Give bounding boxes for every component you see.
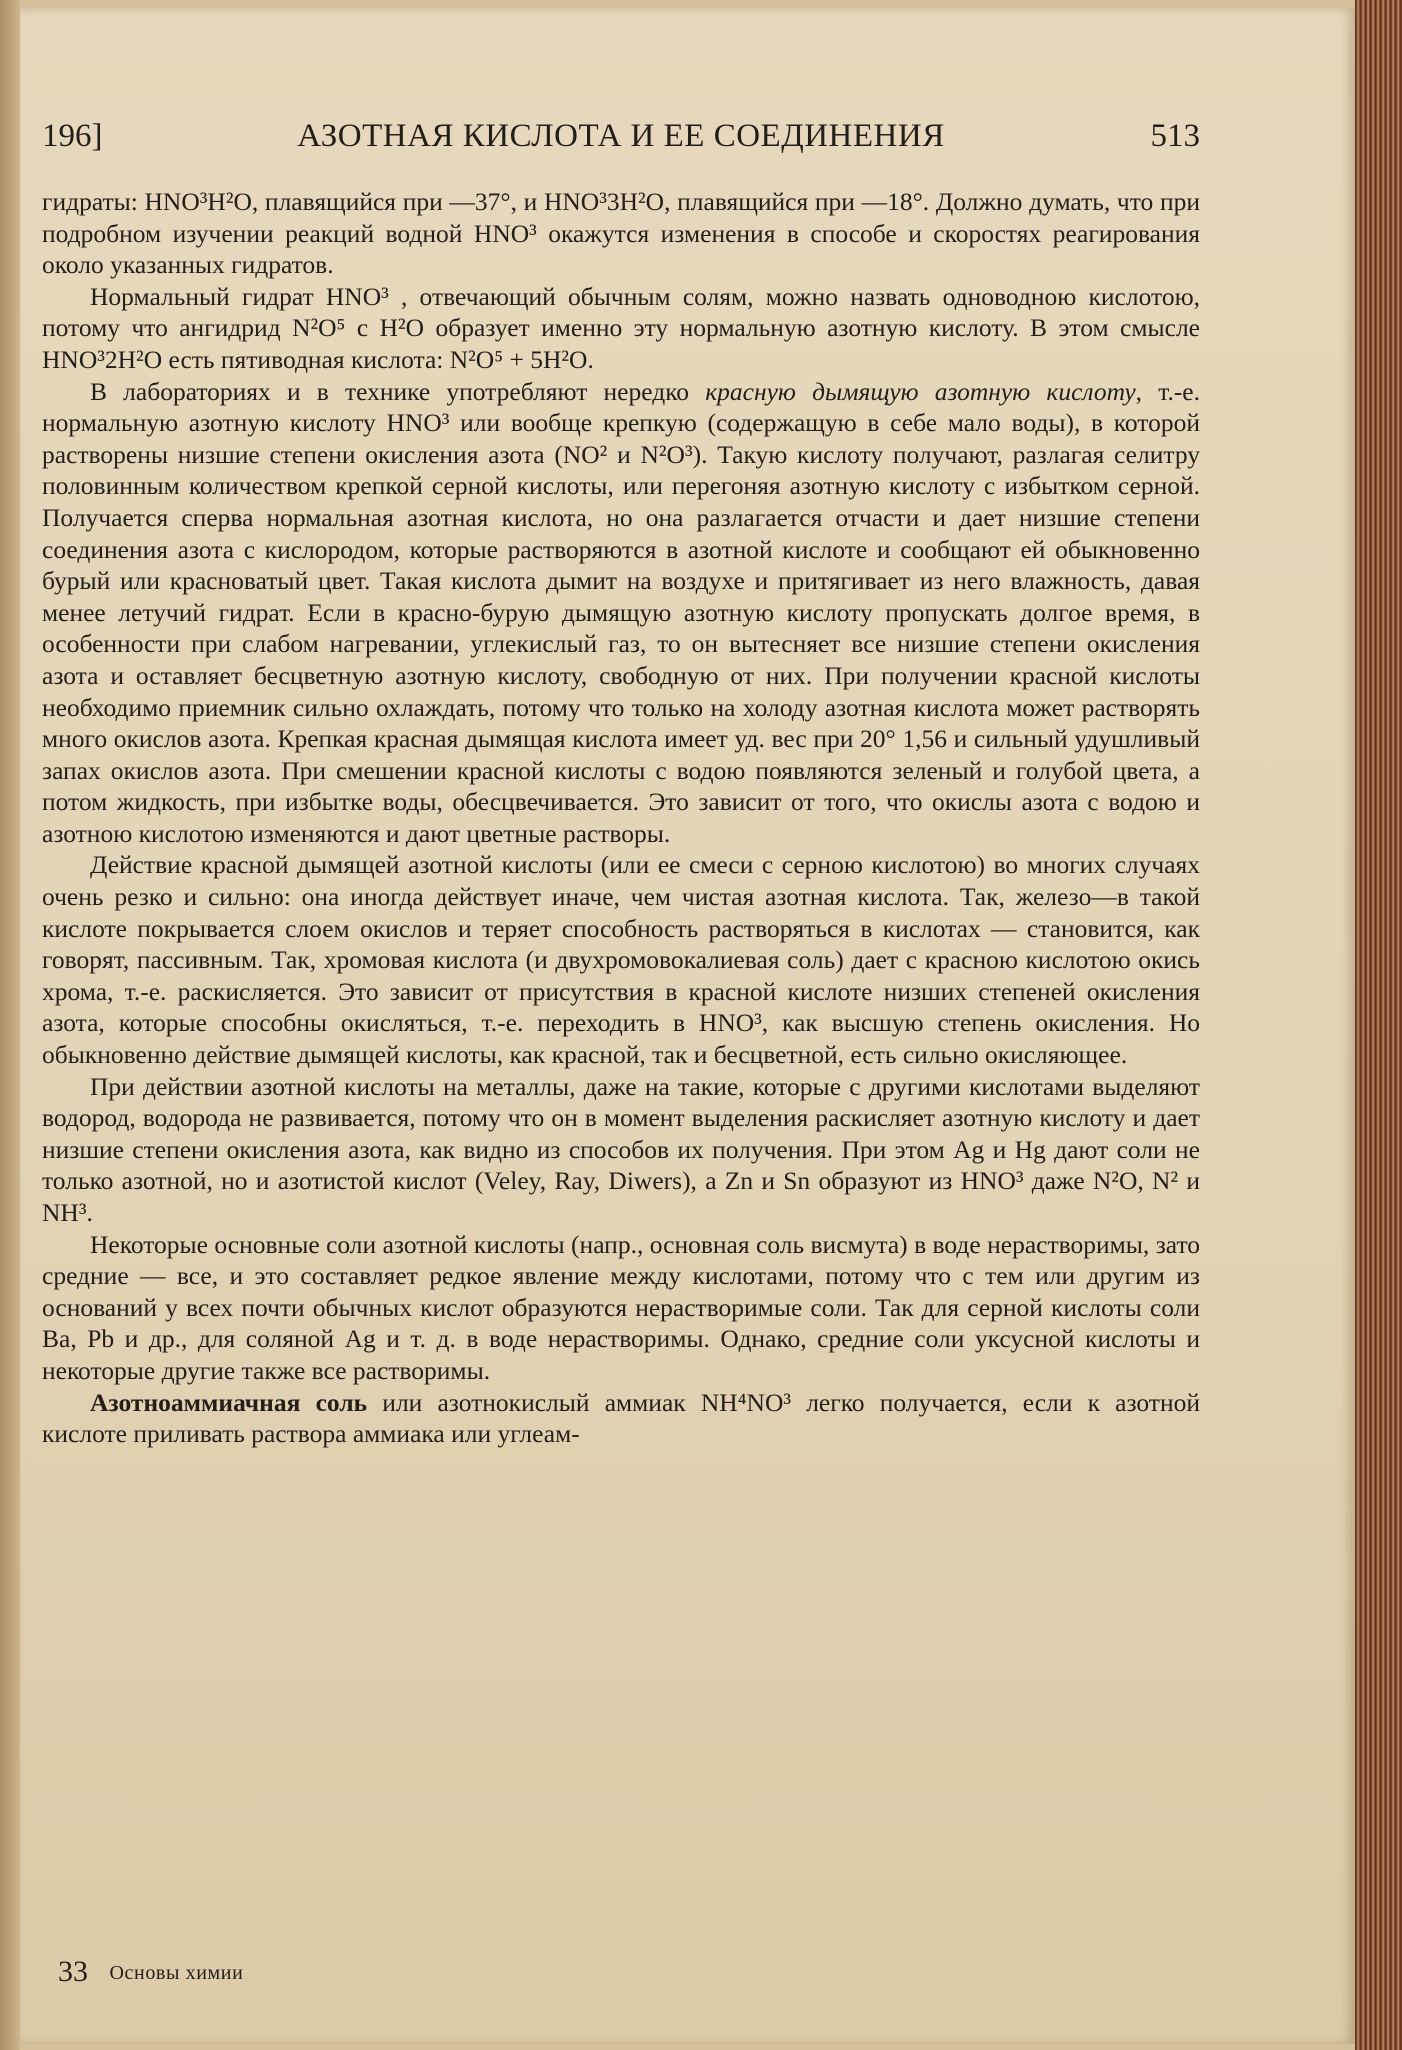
paragraph-basic-salts: Некоторые основные соли азотной кислоты (напр., основная соль висмута) в воде нерастворимы, зато средние — все, и это составляет редкое явление между кислотами, потому что с тем или другим из оснований у всех почти обычных кислот образуются нерастворимые соли. Так для серной кислоты соли Ba, Pb и др., для соляной Ag и т. д. в воде нерастворимы. Однако, средние соли уксусной кислоты и некоторые другие также все растворимы. <box>42 1229 1200 1385</box>
binding-gutter <box>0 0 20 2050</box>
paragraph-action-of-red-acid: Действие красной дымящей азотной кислоты (или ее смеси с серною кислотою) во многих случаях очень резко и сильно: она иногда действует иначе, чем чистая азотная кислота. Так, железо—в такой кислоте покрывается слоем окислов и теряет способность растворяться в кислотах — становится, как говорят, пассивным. Так, хромовая кислота (и двухромовокалиевая соль) дает с красною кислотою окись хрома, т.-е. раскисляется. Это зависит от присутствия в красной кислоте низших степеней окисления азота, которые способны окисляться, т.-е. переходить в HNO³, как высшую степень окисления. Но обыкновенно действие дымящей кислоты, как красной, так и бесцветной, есть сильно окисляющее. <box>42 850 1200 1070</box>
page-edges <box>1355 0 1402 2050</box>
bold-term: Азотноаммиачная соль <box>90 1387 368 1417</box>
page-number: 513 <box>1150 118 1200 154</box>
paragraph-action-on-metals: При действии азотной кислоты на металлы, даже на такие, которые с другими кислотами выделяют водород, водорода не развивается, потому что он в момент выделения раскисляет азотную кислоту и дает низшие степени окисления азота, как видно из способов их получения. При этом Ag и Hg дают соли не только азотной, но и азотистой кислот (Veley, Ray, Diwers), а Zn и Sn образуют из HNO³ даже N²O, N² и NH³. <box>42 1071 1200 1227</box>
running-head <box>42 112 1200 160</box>
emphasized-term: красную дымящую азотную кислоту <box>705 376 1136 406</box>
paragraph-normal-hydrate: Нормальный гидрат HNO³ , отвечающий обычным солям, можно назвать одноводною кислотою, потому что ангидрид N²O⁵ с H²O образует именно эту нормальную азотную кислоту. В этом смысле HNO³2H²O есть пятиводная кислота: N²O⁵ + 5H²O. <box>42 281 1200 374</box>
section-number: 196] <box>42 118 103 154</box>
paragraph-red-fuming-acid: В лабораториях и в технике употребляют нередко красную дымящую азотную кислоту, т.-е. нормальную азотную кислоту HNO³ или вообще крепкую (содержащую в себе мало воды), в которой растворены низшие степени окисления азота (NO² и N²O³). Такую кислоту получают, разлагая селитру половинным количеством крепкой серной кислоты, или перегоняя азотную кислоту с избытком серной. Получается сперва нормальная азотная кислота, но она разлагается отчасти и дает низшие степени соединения азота с кислородом, которые растворяются в азотной кислоте и сообщают ей обыкновенно бурый или красноватый цвет. Такая кислота дымит на воздухе и притягивает из него влажность, давая менее летучий гидрат. Если в красно-бурую дымящую азотную кислоту пропускать долгое время, в особенности при слабом нагревании, углекислый газ, то он вытесняет все низшие степени окисления азота и оставляет бесцветную азотную кислоту, свободную от них. При получении красной кислоты необходимо приемник сильно охлаждать, потому что только на холоду азотная кислота может растворять много окислов азота. Крепкая красная дымящая кислота имеет уд. вес при 20° 1,56 и сильный удушливый запах окислов азота. При смешении красной кислоты с водою появляются зеленый и голубой цвета, а потом жидкость, при избытке воды, обесцвечивается. Это зависит от того, что окислы азота с водою и азотною кислотою изменяются и дают цветные растворы. <box>42 376 1200 848</box>
paragraph-ammonium-nitrate: Азотноаммиачная соль или азотнокислый аммиак NH⁴NO³ легко получается, если к азотной кислоте приливать раствора аммиака или углеам- <box>42 1387 1200 1449</box>
chapter-title: АЗОТНАЯ КИСЛОТА И ЕЕ СОЕДИНЕНИЯ <box>297 118 945 154</box>
signature-number: 33 <box>58 1955 88 1988</box>
paragraph-hydrates: гидраты: HNO³H²O, плавящийся при —37°, и HNO³3H²O, плавящийся при —18°. Должно думать, что при подробном изучении реакций водной HNO³ окажутся изменения в способе и скоростях реагирования около указанных гидратов. <box>42 187 1200 280</box>
book-title: Основы химии <box>109 1962 244 1984</box>
page-footer <box>58 1954 243 1990</box>
body-text <box>42 186 1200 1450</box>
